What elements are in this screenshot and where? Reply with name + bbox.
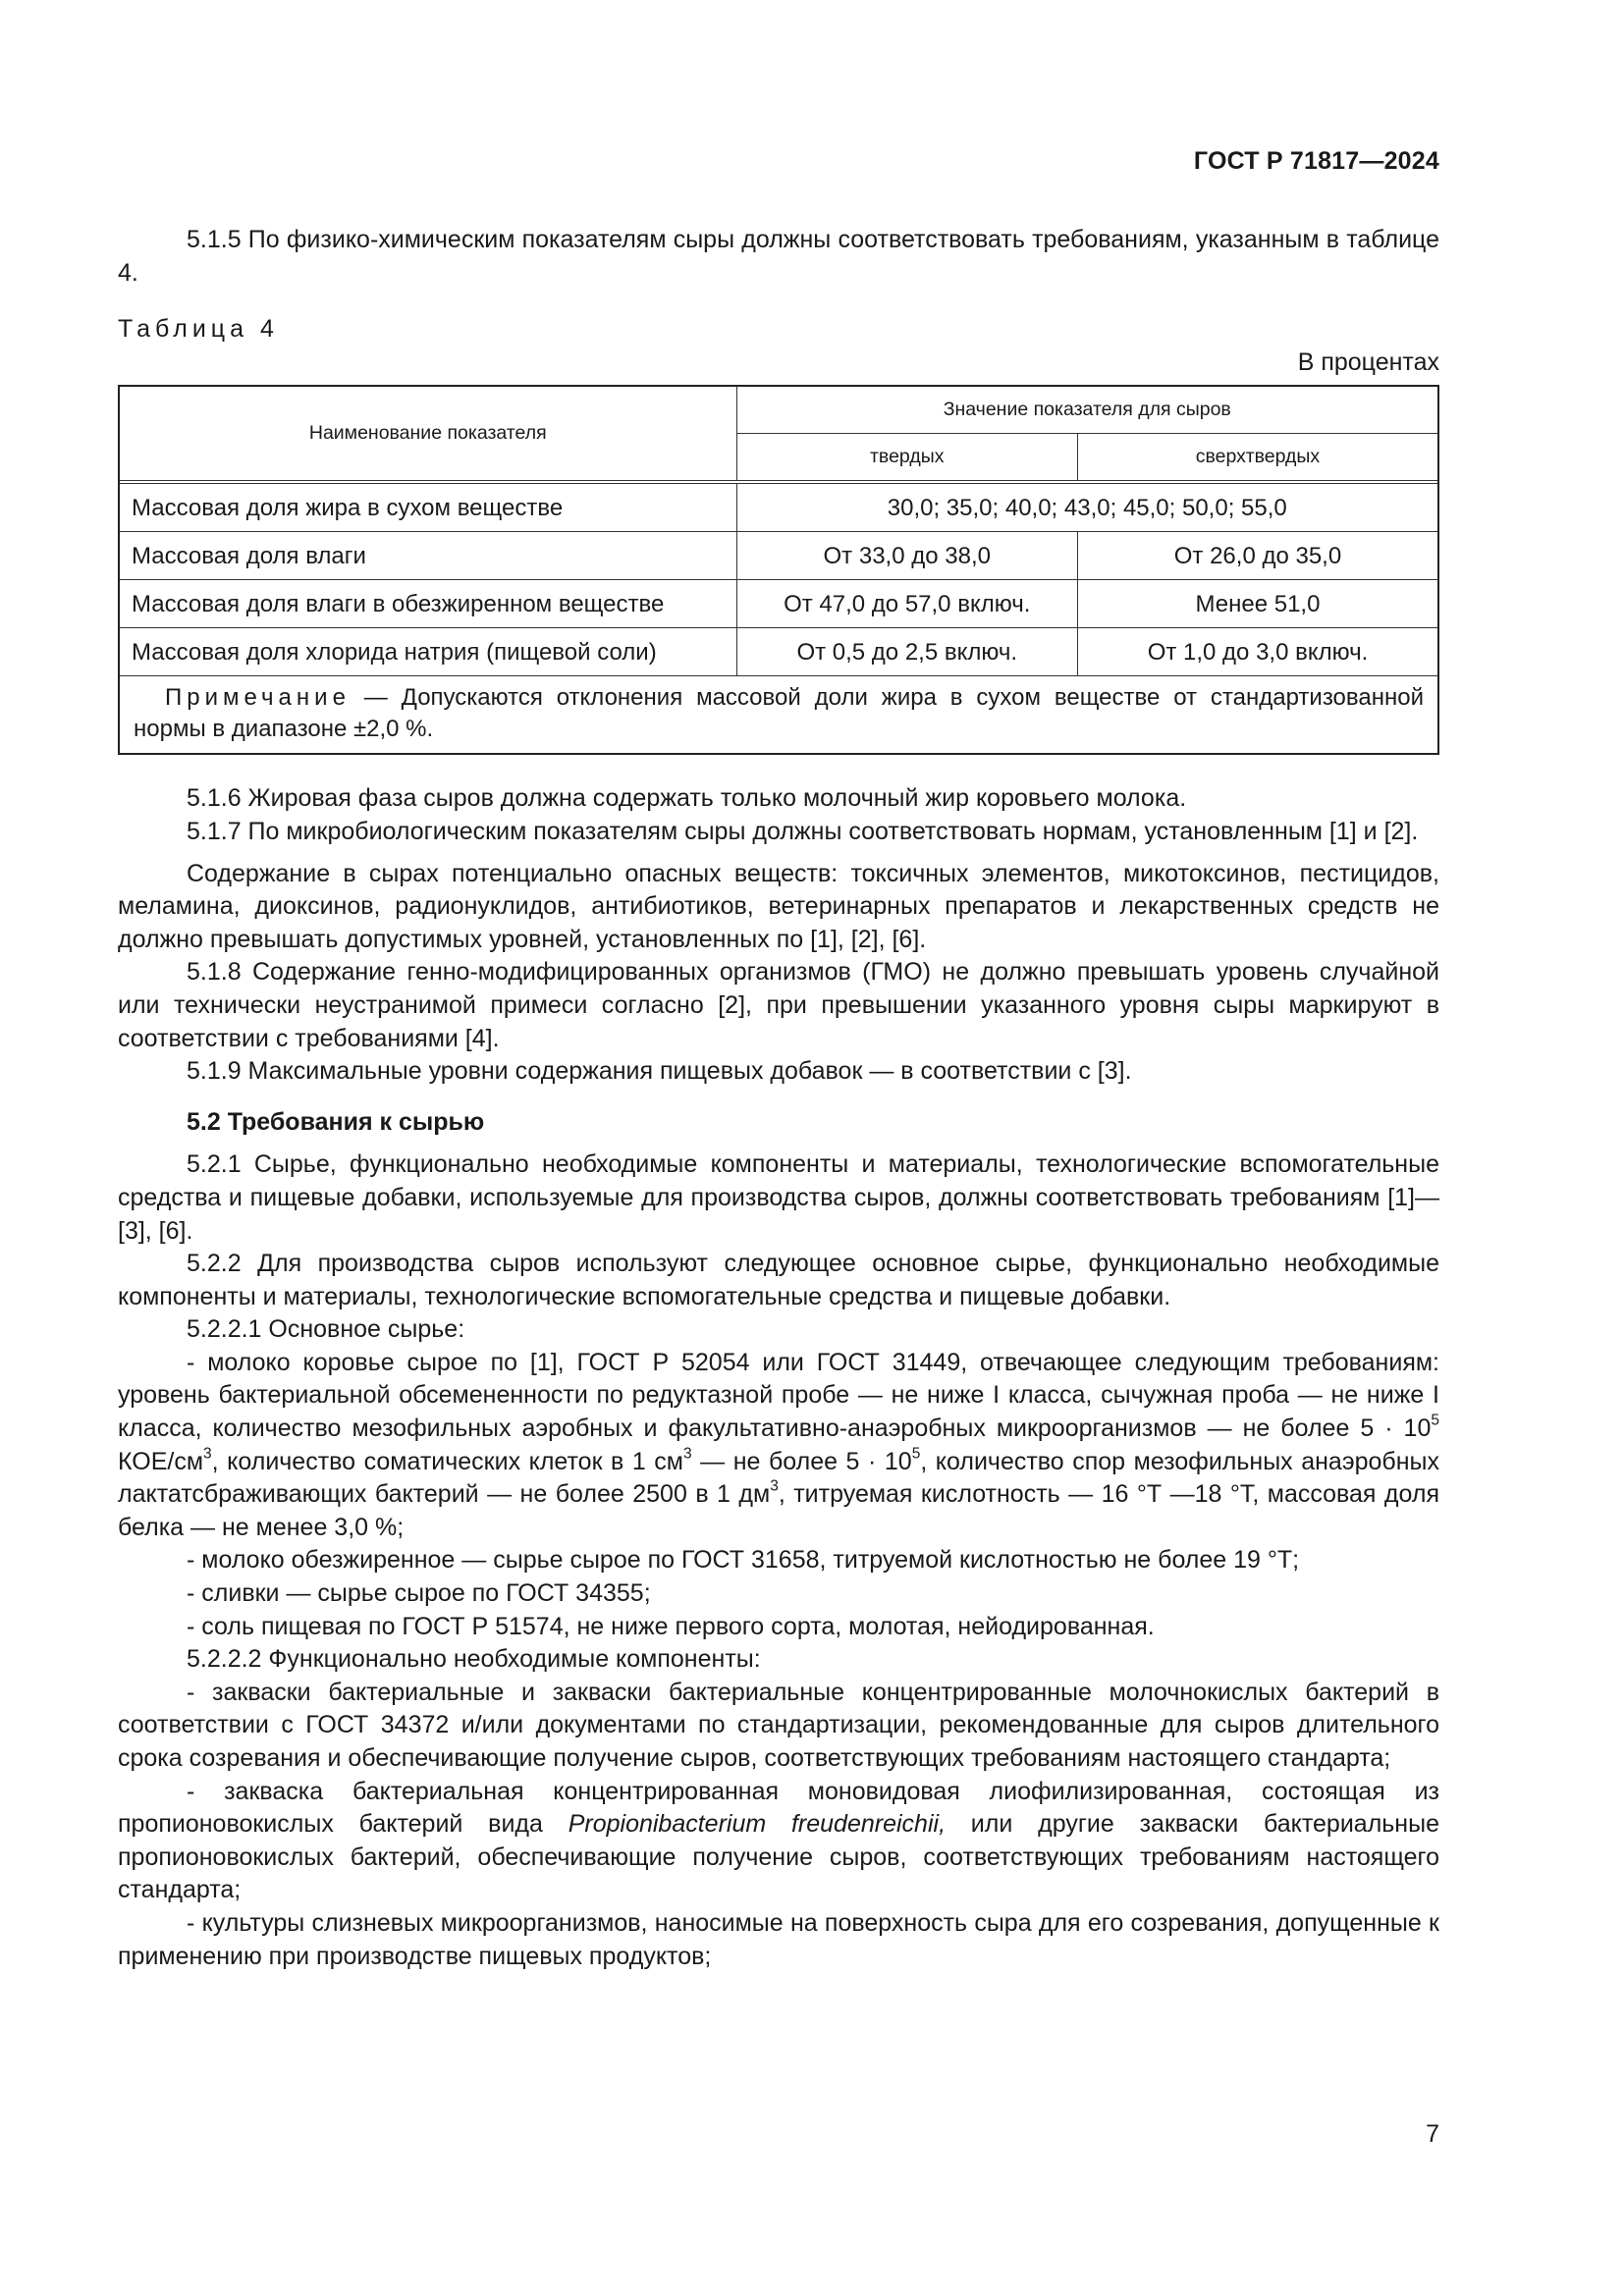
row-name: Массовая доля влаги в обезжиренном веществе	[119, 580, 736, 628]
table-header-row	[119, 386, 1438, 434]
paragraph-5-1-5: 5.1.5 По физико-химическим показателям сыры должны соответствовать требованиям, указанным в таблице 4.	[118, 226, 1439, 287]
row-value-hard: От 0,5 до 2,5 включ.	[736, 628, 1077, 676]
paragraph-5-1-9: 5.1.9 Максимальные уровни содержания пищевых добавок — в соответствии с [3].	[187, 1057, 1132, 1086]
table-row	[119, 580, 1438, 628]
paragraph-5-1-7-contaminants: Содержание в сырах потенциально опасных веществ: токсичных элементов, микотоксинов, пестицидов, меламина, диоксинов, радионуклидов, антибиотиков, ветеринарных препаратов и лекарственных средств не должно превышать допустимых уровней, установленных по [1], [2], [6].	[118, 859, 1439, 953]
table-note	[119, 676, 1438, 755]
column-header-name: Наименование показателя	[119, 386, 736, 481]
table-row	[119, 484, 1438, 532]
list-item-salt: - соль пищевая по ГОСТ Р 51574, не ниже первого сорта, молотая, нейодированная.	[187, 1612, 1155, 1640]
section-heading-5-2: 5.2 Требования к сырью	[187, 1107, 485, 1136]
paragraph-5-2-1: 5.2.1 Сырье, функционально необходимые компоненты и материалы, технологические вспомогательные средства и пищевые добавки, используемые для производства сыров, должны соответствовать требованиям [1]—[3], [6].	[118, 1150, 1439, 1245]
note-label: Примечание	[165, 684, 351, 712]
table-caption: Таблица 4	[118, 315, 279, 344]
row-value-extra-hard: Менее 51,0	[1077, 580, 1438, 628]
row-merged-value: 30,0; 35,0; 40,0; 43,0; 45,0; 50,0; 55,0	[736, 484, 1438, 532]
paragraph-5-1-6: 5.1.6 Жировая фаза сыров должна содержать только молочный жир коровьего молока.	[187, 784, 1187, 813]
note-text: — Допускаются отклонения массовой доли жира в сухом веществе от стандартизованной нормы в диапазоне ±2,0 %.	[134, 684, 1424, 743]
page-content	[118, 224, 1439, 1973]
table-row	[119, 532, 1438, 580]
row-value-extra-hard: От 26,0 до 35,0	[1077, 532, 1438, 580]
paragraph-5-2-2-1: 5.2.2.1 Основное сырье:	[187, 1315, 465, 1344]
column-header-group: Значение показателя для сыров	[736, 386, 1438, 434]
paragraph-5-1-8: 5.1.8 Содержание генно-модифицированных организмов (ГМО) не должно превышать уровень случайной или технически неустранимой примеси согласно [2], при превышении указанного уровня сыры маркируют в соответствии с требованиями [4].	[118, 958, 1439, 1052]
table-row	[119, 628, 1438, 676]
table-note-row	[119, 676, 1438, 755]
table-4	[118, 385, 1439, 755]
paragraph-5-2-2-2: 5.2.2.2 Функционально необходимые компоненты:	[187, 1645, 761, 1674]
row-name: Массовая доля хлорида натрия (пищевой соли)	[119, 628, 736, 676]
row-name: Массовая доля жира в сухом веществе	[119, 484, 736, 532]
page-number: 7	[1426, 2120, 1439, 2148]
list-item-propioni: - закваска бактериальная концентрированная моновидовая лиофилизированная, состоящая из пропионовокислых бактерий вида Propionibacterium freudenreichii, или другие закваски бактериальные пропионовокислых бактерий, обеспечивающие получение сыров, соответствующих требованиям настоящего стандарта;	[118, 1777, 1439, 1904]
standard-code-header: ГОСТ Р 71817—2024	[1193, 147, 1439, 175]
list-item-starters: - закваски бактериальные и закваски бактериальные концентрированные молочнокислых бактерий в соответствии с ГОСТ 34372 и/или документами по стандартизации, рекомендованные для сыров длительного срока созревания и обеспечивающие получение сыров, соответствующих требованиям настоящего стандарта;	[118, 1678, 1439, 1772]
list-item-cream: - сливки — сырье сырое по ГОСТ 34355;	[187, 1579, 651, 1608]
row-value-hard: От 47,0 до 57,0 включ.	[736, 580, 1077, 628]
table-units: В процентах	[1297, 347, 1439, 376]
row-value-extra-hard: От 1,0 до 3,0 включ.	[1077, 628, 1438, 676]
column-header-extra-hard: сверхтвердых	[1077, 434, 1438, 481]
paragraph-5-1-7: 5.1.7 По микробиологическим показателям сыры должны соответствовать нормам, установленным [1] и [2].	[187, 817, 1419, 845]
list-item-smear-cultures: - культуры слизневых микроорганизмов, наносимые на поверхность сыра для его созревания, допущенные к применению при производстве пищевых продуктов;	[118, 1908, 1439, 1970]
paragraph-5-2-2: 5.2.2 Для производства сыров используют следующее основное сырье, функционально необходимые компоненты и материалы, технологические вспомогательные средства и пищевые добавки.	[118, 1250, 1439, 1310]
list-item-raw-milk: - молоко коровье сырое по [1], ГОСТ Р 52054 или ГОСТ 31449, отвечающее следующим требованиям: уровень бактериальной обсемененности по редуктазной пробе — не ниже I класса, сычужная проба — не ниже I класса, количество мезофильных аэробных и факультативно-анаэробных микроорганизмов — не более $5 \cdot 10^5$ КОЕ/$см^3$, количество соматических клеток в 1 $см^3$ — не более $5 \cdot 10^5$, количество спор мезофильных анаэробных лактатсбраживающих бактерий — не более 2500 в 1 $дм^3$, титруемая кислотность — 16 °Т —18 °Т, массовая доля белка — не менее 3,0 %;	[118, 1348, 1439, 1541]
row-name: Массовая доля влаги	[119, 532, 736, 580]
column-header-hard: твердых	[736, 434, 1077, 481]
row-value-hard: От 33,0 до 38,0	[736, 532, 1077, 580]
list-item-skim-milk: - молоко обезжиренное — сырье сырое по ГОСТ 31658, титруемой кислотностью не более 19 °Т;	[187, 1546, 1300, 1575]
